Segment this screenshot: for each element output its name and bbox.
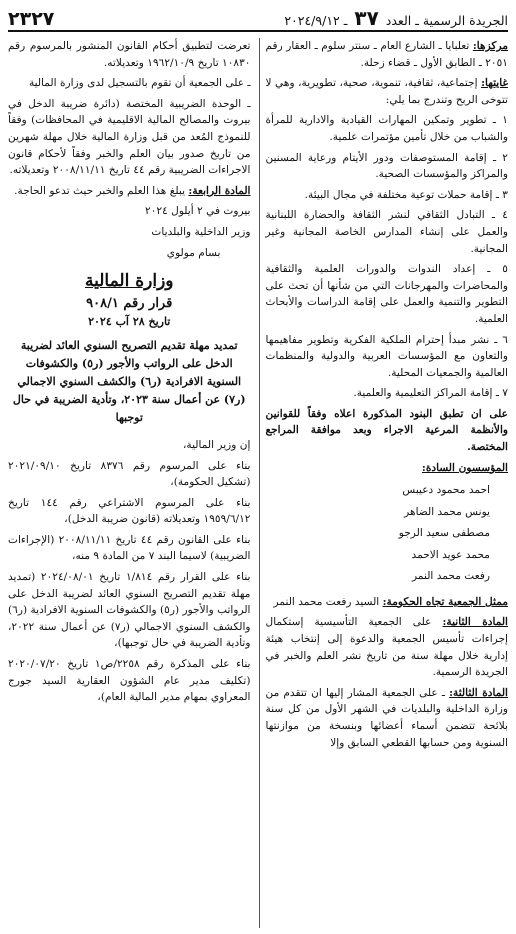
art2-text: على الجمعية التأسيسية إستكمال إجراءات تأسيس الجمعية والدعوة إلى إنتخاب هيئة إدارية خلال مهلة سنة من تاريخ نشر العلم والخبر في الجريدة الرسمية. xyxy=(265,616,508,679)
issue-date: ـ ٢٠٢٤/٩/١٢ xyxy=(284,13,348,28)
rep-name: السيد رفعت محمد النمر xyxy=(273,595,380,608)
columns xyxy=(8,38,508,928)
decree-number: قرار رقم ٩٠٨/١ xyxy=(86,295,173,311)
recital: بناء على المذكرة رقم ٢٢٥٨/ص١ تاريخ ٢٠٢٠/٠٧/٢٠ (تكليف مدير عام الشؤون العقارية السيد جورج المعراوي بمهام مدير المالية العام)، xyxy=(8,658,251,704)
place-date: بيروت في ٢ أيلول ٢٠٢٤ xyxy=(145,205,251,218)
gazette-title xyxy=(284,6,508,30)
compliance-clause: على ان تطبق البنود المذكورة اعلاه وفقاً للقوانين والأنظمة المرعية الاجراء وبعد موافقة المراجع المختصة. xyxy=(265,407,508,454)
goal-item: ١ ـ تطوير وتمكين المهارات القيادية والادارية للمرأة والشباب من خلال تأمين مؤتمرات علمية. xyxy=(265,114,508,143)
founder-name: مصطفى سعيد الرجو xyxy=(398,527,490,540)
registration-line: ـ على الجمعية أن تقوم بالتسجيل لدى وزارة المالية xyxy=(28,77,251,90)
art2-label: المادة الثانية: xyxy=(442,616,508,629)
recital: بناء على القانون رقم ٤٤ تاريخ ٢٠٠٨/١١/١١ (الإجراءات الضريبية) لاسيما البند ٧ من المادة ٩ منه، xyxy=(8,533,251,563)
issuer-line: إن وزير المالية، xyxy=(182,438,251,451)
art4-label: المادة الرابعة: xyxy=(188,184,251,197)
decree-date: تاريخ ٢٨ آب ٢٠٢٤ xyxy=(88,315,171,329)
goals-paragraph xyxy=(266,75,509,108)
goal-item: ٤ ـ التبادل الثقافي لنشر الثقافة والحضارة اللبنانية والعمل على إنشاء المدارس الخاصة المجانية وغير المجانية. xyxy=(265,209,508,255)
article-4 xyxy=(8,183,251,200)
left-column xyxy=(8,38,259,928)
right-column xyxy=(259,38,509,928)
gazette-name: الجريدة الرسمية ـ العدد xyxy=(385,13,508,28)
hq-label: مركزها: xyxy=(472,40,508,52)
goals-label: غايتها: xyxy=(481,77,508,90)
minister-title: وزير الداخلية والبلديات xyxy=(151,225,251,238)
page-header xyxy=(8,6,508,32)
rep-label: ممثل الجمعية تجاه الحكومة: xyxy=(382,595,508,608)
art3-text: ـ على الجمعية المشار إليها ان تتقدم من وزارة الداخلية والبلديات في الشهر الأول من كل سنة بلائحة تتضمن أسماء أعضائها وبنسخة من موازنتها السنوية ومن حسابها القطعي السابق وإلا xyxy=(265,686,508,749)
founder-name: يونس محمد الضاهر xyxy=(404,505,490,518)
founders-label: المؤسسون السادة: xyxy=(421,461,508,474)
representative xyxy=(266,594,509,611)
goal-item: ٣ ـ إقامة حملات توعية مختلفة في مجال البيئة. xyxy=(304,188,508,201)
recital: بناء على القرار رقم ١/٨١٤ تاريخ ٢٠٢٤/٠٨/٠١ (تمديد مهلة تقديم التصريح السنوي العائد لضريبة الدخل على الرواتب والأجور (ر٥) والكشوفات السنوية الافرادية (ر٦) والكشف السنوي الاجمالي (ر٧) عن أعمال سنة ٢٠٢٢، وتأدية الضريبة في حال توجبها)، xyxy=(8,571,251,650)
recital: بناء على المرسوم الاشتراعي رقم ١٤٤ تاريخ ١٩٥٩/٦/١٢ وتعديلاته (قانون ضريبة الدخل)، xyxy=(8,496,251,526)
article-3 xyxy=(266,685,509,751)
article-2 xyxy=(266,614,509,680)
page-number: ٢٣٢٧ xyxy=(8,8,55,30)
goals-text: إجتماعية، ثقافية، تنموية، صحية، تطويرية، وهي لا تتوخى الربح وتندرج بما يلي: xyxy=(265,77,508,106)
hq-paragraph xyxy=(266,38,509,71)
recital: بناء على المرسوم رقم ٨٣٧٦ تاريخ ٢٠٢١/٠٩/١٠ (تشكيل الحكومة)، xyxy=(8,459,251,489)
founder-name: رفعت محمد النمر xyxy=(412,570,490,583)
goal-item: ٧ ـ إقامة المراكز التعليمية والعلمية. xyxy=(353,387,508,400)
decree-title: تمديد مهلة تقديم التصريح السنوي العائد لضريبة الدخل على الرواتب والأجور (ر٥) والكشوفات السنوية الافرادية (ر٦) والكشف السنوي الاجمالي (ر٧) عن أعمال سنة ٢٠٢٣، وتأدية الضريبة في حال توجبها xyxy=(12,338,246,424)
ministry-heading: وزارة المالية xyxy=(84,271,174,292)
minister-signature: بسام مولوي xyxy=(166,246,221,259)
founder-name: محمد عويد الاحمد xyxy=(411,548,490,561)
art3-label: المادة الثالثة: xyxy=(449,686,508,699)
founder-name: احمد محمود دعيبس xyxy=(402,484,490,497)
art4-text: يبلغ هذا العلم والخبر حيث تدعو الحاجة. xyxy=(14,184,186,197)
registration-line: ـ الوحدة الضريبية المختصة (دائرة ضريبة الدخل في بيروت والمصالح المالية الاقليمية في المحافظات) وفقاً للنموذج المُعد من قبل وزارة المالية خلال مهلة شهرين من تاريخ صدور بيان العلم والخبر وفقاً لأحكام قانون الاجراءات الضريبية رقم ٤٤ تاريخ ٢٠٠٨/١١/١١ وتعديلاته. xyxy=(8,97,251,177)
hq-text: تعلبايا ـ الشارع العام ـ سنتر سلوم ـ العقار رقم ٢٠٥١ ـ الطابق الأول ـ قضاء زحلة. xyxy=(265,40,508,69)
goal-item: ٦ ـ نشر مبدأ إحترام الملكية الفكرية وتطوير مفاهيمها والتعاون مع المؤسسات العربية والدولية والمنظمات العالمية والجمعيات المحلية. xyxy=(265,333,508,379)
goal-item: ٥ ـ إعداد الندوات والدورات العلمية والثقافية والمحاضرات والمهرجانات التي من شأنها أن تحث على التطوير والتنمية والعمل على إقامة الدراسات والأبحاث العلمية. xyxy=(265,263,508,325)
founders-list xyxy=(266,480,509,588)
continuation-text: تعرضت لتطبيق أحكام القانون المنشور بالمرسوم رقم ١٠٨٣٠ تاريخ ١٩٦٢/١٠/٩ وتعديلاته. xyxy=(8,40,251,69)
goal-item: ٢ ـ إقامة المستوصفات ودور الأيتام ورعاية المسنين والمراكز والمؤسسات الصحية. xyxy=(265,151,508,181)
issue-number: ٣٧ xyxy=(354,6,379,30)
